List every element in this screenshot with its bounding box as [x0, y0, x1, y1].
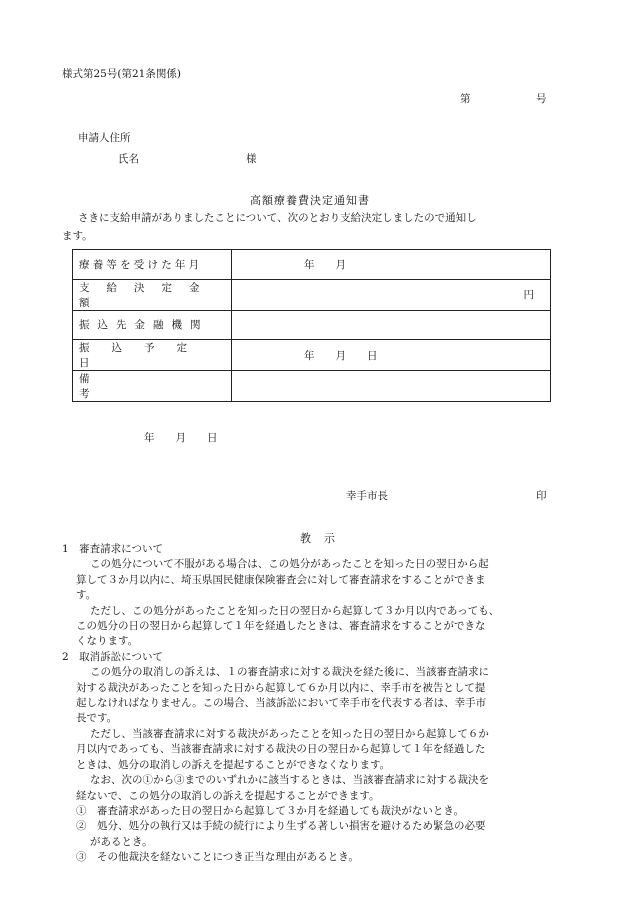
- row-value-treatment-month: 年 月: [232, 250, 551, 280]
- decision-table: [72, 249, 551, 402]
- s2-p1-line: この処分の取消しの訴えは、１の審査請求に対する裁決を経た後に、当該審査請求に: [90, 666, 489, 679]
- s2-p3-line: なお、次の①から③までのいずれかに該当するときは、当該審査請求に対する裁決を: [90, 774, 489, 787]
- s1-p1-line: 算して３か月以内に、埼玉県国民健康保険審査会に対して審査請求をすることができま: [76, 573, 486, 586]
- s1-p1-line: す。: [76, 589, 97, 602]
- row-label-transfer-date: 振込予定日: [73, 340, 232, 371]
- row-label-remarks: 備考: [73, 371, 232, 402]
- table-row: [73, 279, 551, 310]
- s2-p1-line: 起しなければなりません。この場合、当該訴訟において幸手市を代表する者は、幸手市: [76, 697, 487, 710]
- intro-line-1: さきに支給申請がありましたことについて、次のとおり支給決定しましたので通知し: [78, 212, 477, 224]
- issuer-name: 幸手市長: [346, 490, 388, 502]
- section-1-title: 1 審査請求について: [62, 543, 163, 555]
- row-label-amount: 支給決定金額: [73, 279, 232, 310]
- s1-p2-line: くなります。: [76, 635, 139, 648]
- table-row: [73, 250, 551, 280]
- issue-date: 年 月 日: [144, 432, 218, 444]
- table-row: [73, 310, 551, 340]
- s1-p1-line: この処分について不服がある場合は、この処分があったことを知った日の翌日から起: [90, 558, 489, 571]
- row-label-treatment-month: 療養等を受けた年月: [73, 250, 232, 280]
- row-value-transfer-date: 年 月 日: [232, 340, 551, 371]
- row-label-bank: 振込先金融機関: [73, 310, 232, 340]
- s1-p2-line: この処分の日の翌日から起算して１年を経過したときは、審査請求をすることができな: [76, 620, 486, 633]
- table-row: [73, 371, 551, 402]
- row-value-bank: [232, 310, 551, 340]
- issuer-seal: 印: [536, 490, 547, 502]
- notice-heading: 教 示: [300, 532, 336, 545]
- intro-line-2: ます。: [62, 230, 93, 242]
- form-reference: 様式第25号(第21条関係): [62, 68, 181, 80]
- list-item: ② 処分、処分の執行又は手続の続行により生ずる著しい損害を避けるため緊急の必要: [76, 820, 486, 833]
- notice-body: [62, 542, 574, 866]
- document-number-suffix: 号: [536, 93, 547, 105]
- s2-p2-line: 月以内であっても、当該審査請求に対する裁決の日の翌日から起算して１年を経過した: [76, 743, 486, 756]
- document-number-prefix: 第: [460, 93, 471, 105]
- s2-p1-line: 長です。: [76, 712, 118, 725]
- list-item: ① 審査請求があった日の翌日から起算して３か月を経過しても裁決がないとき。: [76, 804, 464, 817]
- applicant-address-label: 申請人住所: [78, 132, 131, 144]
- row-value-amount: 円: [232, 279, 551, 310]
- table-row: [73, 340, 551, 371]
- section-2-title: 2 取消訴訟について: [62, 650, 163, 663]
- document-title: 高額療養費決定通知書: [250, 194, 370, 207]
- s2-p2-line: ときは、処分の取消しの訴えを提起することができなくなります。: [76, 758, 391, 771]
- list-item: があるとき。: [90, 835, 153, 848]
- applicant-honorific: 様: [246, 153, 257, 165]
- row-value-remarks: [232, 371, 551, 402]
- applicant-name-label: 氏名: [118, 153, 139, 165]
- s2-p1-line: 対する裁決があったことを知った日から起算して６か月以内に、幸手市を被告として提: [76, 681, 486, 694]
- s2-p3-line: 経ないで、この処分の取消しの訴えを提起することができます。: [76, 789, 380, 802]
- s2-p2-line: ただし、当該審査請求に対する裁決があったことを知った日の翌日から起算して６か: [90, 727, 489, 740]
- s1-p2-line: ただし、この処分があったことを知った日の翌日から起算して３か月以内であっても、: [90, 604, 500, 617]
- list-item: ③ その他裁決を経ないことにつき正当な理由があるとき。: [76, 851, 359, 864]
